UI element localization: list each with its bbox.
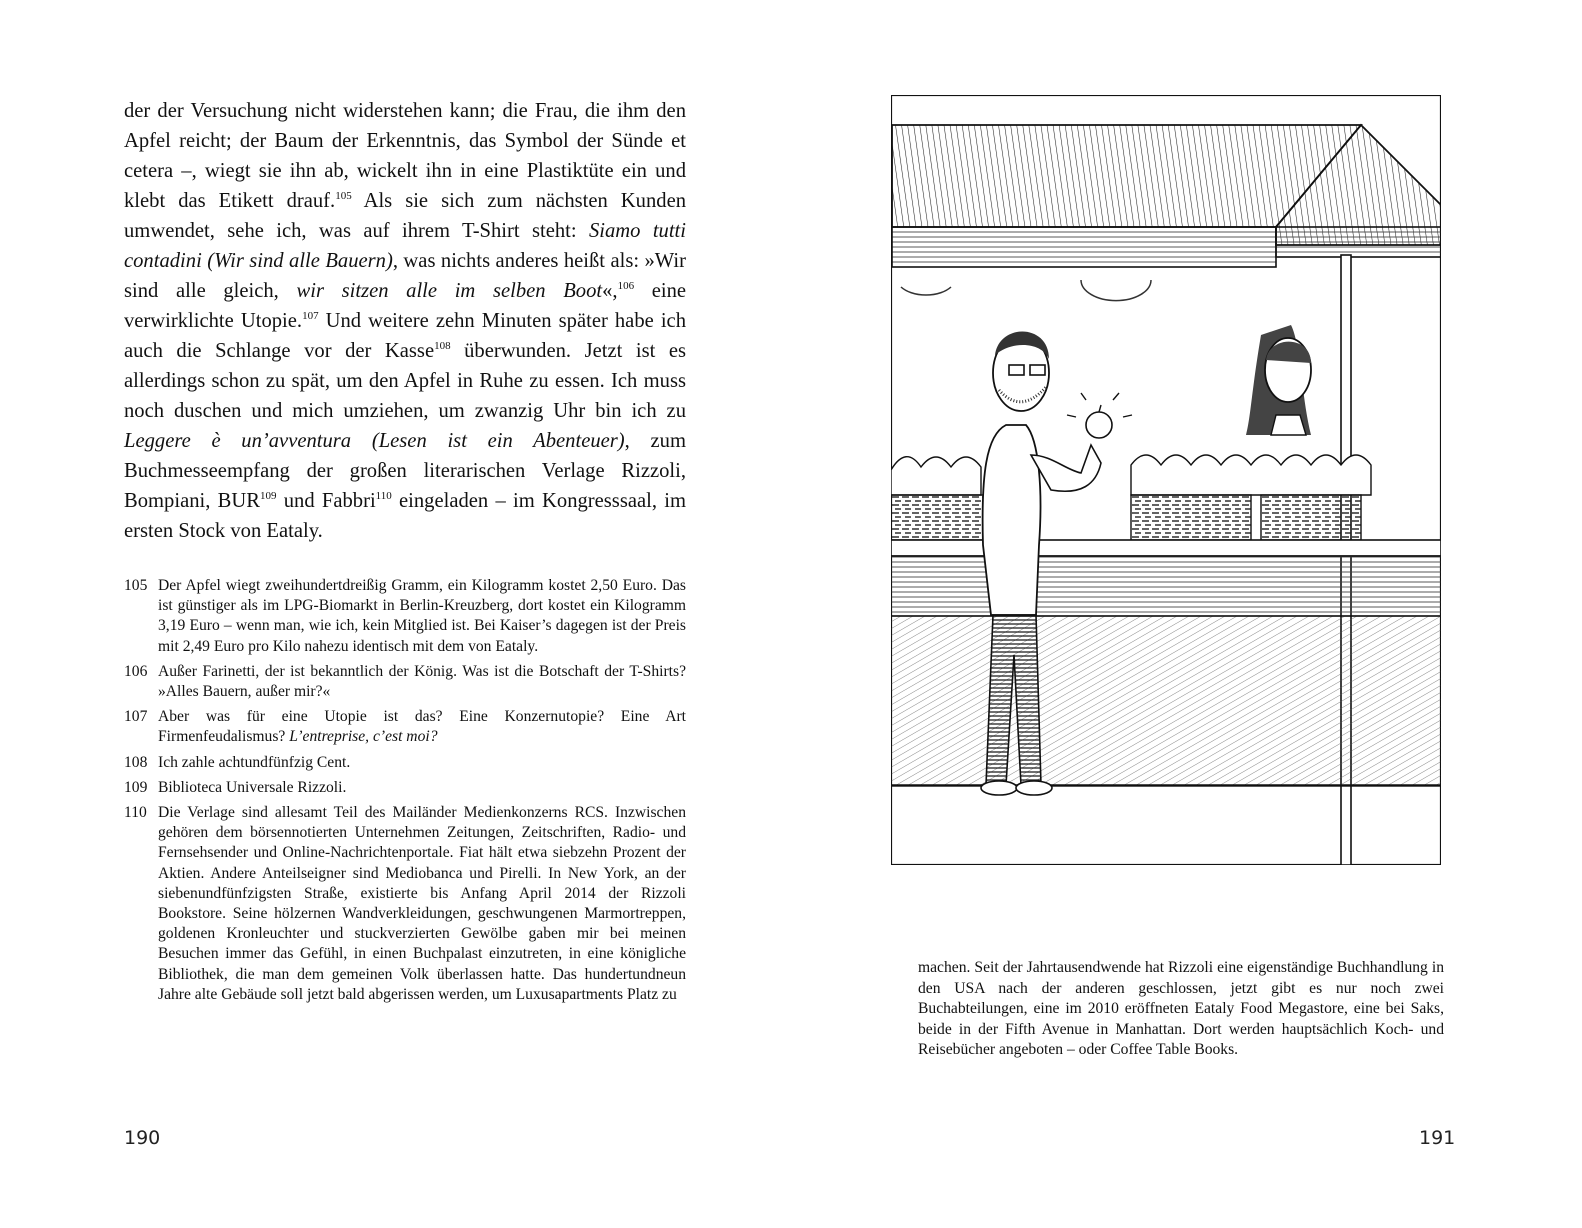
main-paragraph — [124, 96, 686, 546]
page-number-left: 190 — [124, 1127, 161, 1149]
paragraph-text — [124, 96, 686, 546]
italic-text: wir sitzen alle im selben Boot — [296, 280, 603, 302]
footnote-number: 110 — [124, 804, 147, 822]
footnote-text: Außer Farinetti, der ist bekanntlich der König. Was ist die Botschaft der T-Shirts? »Alles Bauern, außer mir?« — [158, 662, 686, 701]
footnote-ref-106[interactable]: 106 — [617, 280, 635, 292]
market-stall-illustration — [891, 95, 1441, 865]
text-run: eine verwirklichte Utopie. — [124, 280, 687, 332]
footnote-text — [158, 707, 686, 747]
text-run: Als sie sich zum nächsten Kunden umwendet, sehe ich, was auf ihrem T-Shirt steht: — [124, 190, 687, 242]
footnote-number: 107 — [124, 708, 148, 726]
footnote-ref-109[interactable]: 109 — [259, 490, 277, 502]
footnote-ref-105[interactable]: 105 — [335, 190, 352, 202]
text-run: , was nichts anderes heißt als: »Wir sind alle gleich, — [124, 250, 686, 302]
footnote-107 — [124, 707, 686, 747]
footnote-text: Der Apfel wiegt zweihundertdreißig Gramm, ein Kilogramm kostet 2,50 Euro. Das ist günstiger als im LPG-Biomarkt in Berlin-Kreuzberg, dort kostet ein Kilogramm 3,19 Euro – wenn man, wie ich, kein Mitglied ist. Bei Kaiser’s dagegen ist der Preis mit 2,49 Euro pro Kilo nahezu identisch mit dem von Eataly. — [158, 577, 686, 655]
footnote-108 — [124, 753, 686, 773]
footnote-text: Ich zahle achtundfünfzig Cent. — [158, 753, 351, 771]
footnote-italic: L’entreprise, c’est moi? — [289, 728, 438, 746]
footnote-number: 108 — [124, 753, 148, 771]
italic-text: Leggere è un’avventura (Lesen ist ein Abenteuer) — [124, 430, 625, 452]
footnote-110-continuation: machen. Seit der Jahrtausendwende hat Rizzoli eine eigenständige Buchhandlung in den USA nach der anderen geschlossen, jetzt gibt es nur noch zwei Buchabteilungen, eine im 2010 eröffneten Eataly Food Megastore, eine bei Saks, beide in der Fifth Avenue in Manhattan. Dort werden hauptsächlich Koch- und Reisebücher angeboten – oder Coffee Table Books. — [918, 959, 1444, 1058]
footnote-text-run: Aber was für eine Utopie ist das? Eine Konzernutopie? Eine Art Firmenfeudalismus? — [158, 708, 686, 746]
footnote-text: Biblioteca Universale Rizzoli. — [158, 778, 347, 796]
footnote-number: 105 — [124, 577, 148, 594]
footnote-text: Die Verlage sind allesamt Teil des Mailänder Medienkonzerns RCS. Inzwischen gehören dem börsennotierten Unternehmen Zeitungen, Zeitschriften, Radio- und Fernsehsender und Online-Nachrichtenportale. Fiat hält etwa siebzehn Prozent der Aktien. Andere Anteilseigner sind Mediobanca und Pirelli. In New York, an der siebenundfünfzigsten Straße, existierte bis Anfang April 2014 der Rizzoli Bookstore. Seine hölzernen Wandverkleidungen, geschwungenen Marmortreppen, goldenen Kronleuchter und stuckverzierten Gewölbe gaben mir bei meinen Besuchen immer das Gefühl, in einen Buchpalast einzutreten, in eine königliche Bibliothek, die man dem gemeinen Volk überlassen hatte. Das hundertundneun Jahre alte Gebäude soll jetzt bald abgerissen werden, um Luxusapartments Platz zu — [158, 804, 686, 1003]
footnote-110 — [124, 803, 686, 1005]
footnote-106 — [124, 662, 686, 702]
text-run: eingeladen – im Kongresssaal, im ersten Stock von Eataly. — [124, 490, 686, 542]
footnote-number: 109 — [124, 778, 148, 796]
text-run: , zum Buchmesseempfang der großen literarischen Verlage Rizzoli, Bompiani, BUR — [124, 430, 686, 512]
footnote-ref-108[interactable]: 108 — [434, 340, 451, 352]
text-run: überwunden. Jetzt ist es allerdings schon zu spät, um den Apfel in Ruhe zu essen. Ich muss noch duschen und mich umziehen, um zwanzig Uhr bin ich zu — [124, 340, 686, 422]
footnote-105 — [124, 576, 686, 657]
text-run: Und weitere zehn Minuten später habe ich auch die Schlange vor der Kasse — [124, 310, 686, 362]
footnote-ref-110[interactable]: 110 — [375, 490, 392, 502]
footnote-number: 106 — [124, 662, 148, 680]
footnote-ref-107[interactable]: 107 — [302, 310, 319, 322]
italic-text: Siamo tutti contadini (Wir sind alle Bauern) — [124, 220, 687, 272]
text-run: der der Versuchung nicht widerstehen kann; die Frau, die ihm den Apfel reicht; der Baum der Erkenntnis, das Symbol der Sünde et cetera –, wiegt sie ihn ab, wickelt ihn in eine Plastiktüte ein und klebt das Etikett drauf. — [124, 100, 686, 212]
text-run: und Fabbri — [276, 490, 376, 512]
page-number-right: 191 — [1419, 1127, 1456, 1149]
footnote-109 — [124, 778, 686, 798]
text-run: «, — [602, 280, 618, 302]
footnotes — [124, 576, 686, 1010]
